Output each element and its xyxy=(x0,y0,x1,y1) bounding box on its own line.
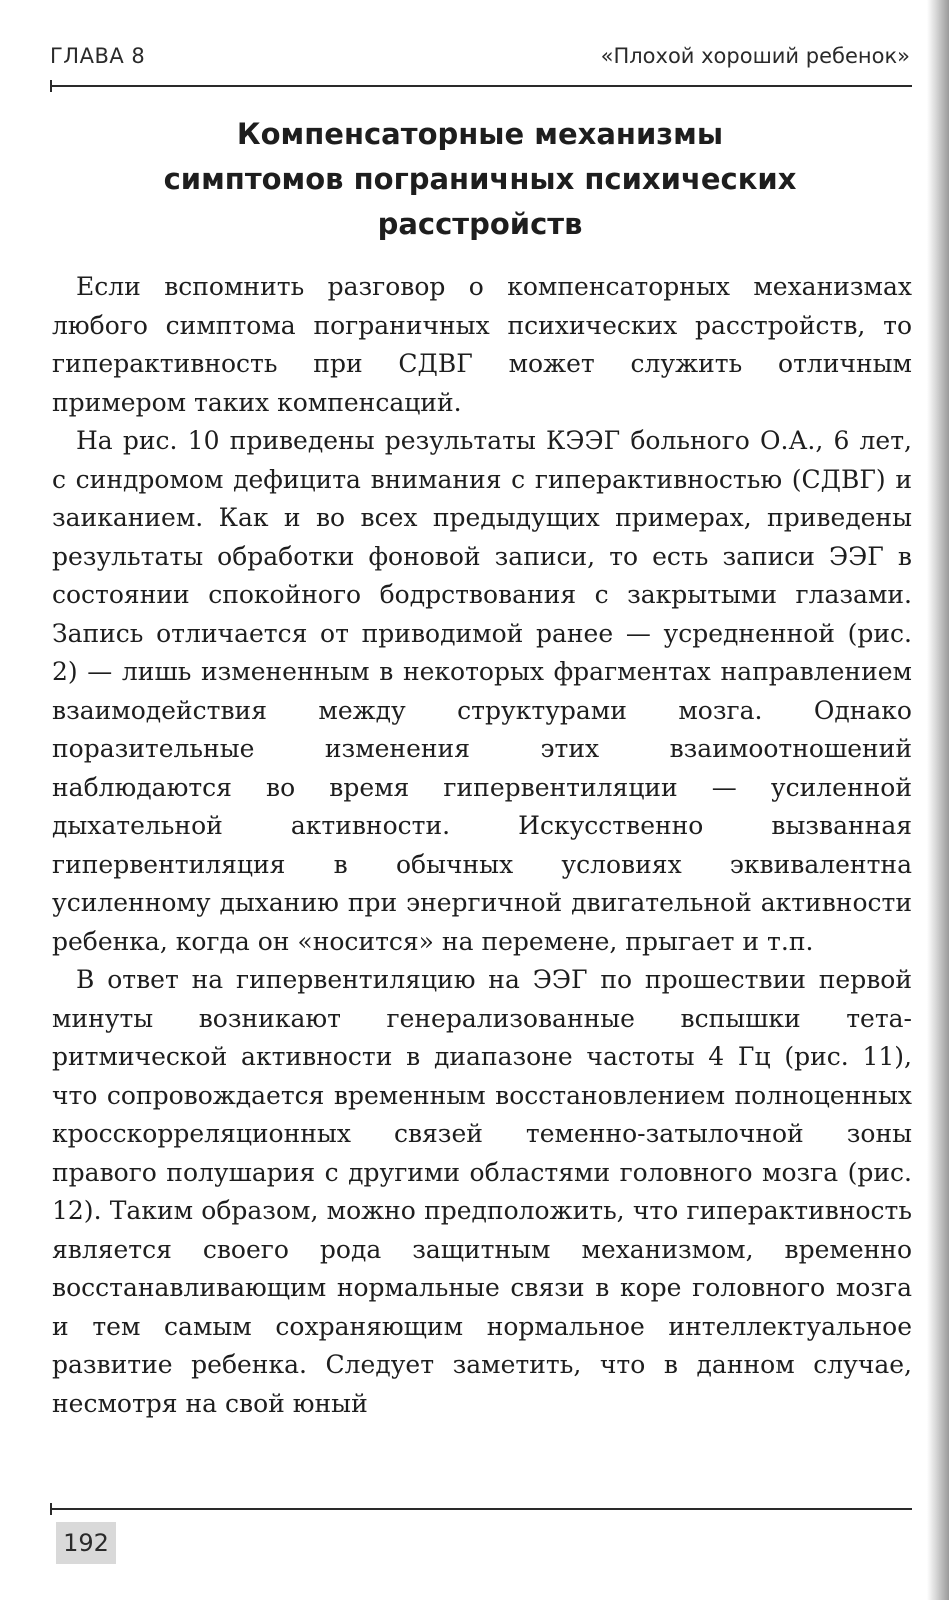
chapter-label: ГЛАВА 8 xyxy=(50,44,146,68)
running-header xyxy=(50,44,910,74)
page-edge-shadow xyxy=(927,0,949,1600)
paragraph: Если вспомнить разговор о компенсаторных механизмах любого симптома пограничных психических расстройств, то гиперактивность при СДВГ может служить отличным примером таких компенсаций. xyxy=(52,272,912,417)
heading-line: симптомов пограничных психических xyxy=(163,162,797,196)
heading-line: Компенсаторные механизмы xyxy=(236,117,724,151)
section-heading xyxy=(90,112,870,247)
paragraph: На рис. 10 приведены результаты КЭЭГ больного О.А., 6 лет, с синдромом дефицита внимания с гиперактивностью (СДВГ) и заиканием. Как и во всех предыдущих примерах, приведены результаты обработки фоновой записи, то есть записи ЭЭГ в состоянии спокойного бодрствования с закрытыми глазами. Запись отличается от приводимой ранее — усредненной (рис. 2) — лишь измененным в некоторых фрагментах направлением взаимодействия между структурами мозга. Однако поразительные изменения этих взаимоотношений наблюдаются во время гипервентиляции — усиленной дыхательной активности. Искусственно вызванная гипервентиляция в обычных условиях эквивалентна усиленному дыханию при энергичной двигательной активности ребенка, когда он «носится» на перемене, прыгает и т.п. xyxy=(52,426,912,956)
page-number: 192 xyxy=(56,1522,116,1564)
paragraph: В ответ на гипервентиляцию на ЭЭГ по прошествии первой минуты возникают генерализованные вспышки тета-ритмической активности в диапазоне частоты 4 Гц (рис. 11), что сопровождается временным восстановлением полноценных кросскорреляционных связей теменно-затылочной зоны правого полушария с другими областями головного мозга (рис. 12). Таким образом, можно предположить, что гиперактивность является своего рода защитным механизмом, временно восстанавливающим нормальные связи в коре головного мозга и тем самым сохраняющим нормальное интеллектуальное развитие ребенка. Следует заметить, что в данном случае, несмотря на свой юный xyxy=(52,965,912,1418)
header-rule xyxy=(50,85,912,87)
footer-rule xyxy=(50,1508,912,1510)
body-text xyxy=(52,268,912,1423)
running-title: «Плохой хороший ребенок» xyxy=(600,44,910,68)
heading-line: расстройств xyxy=(377,207,583,241)
